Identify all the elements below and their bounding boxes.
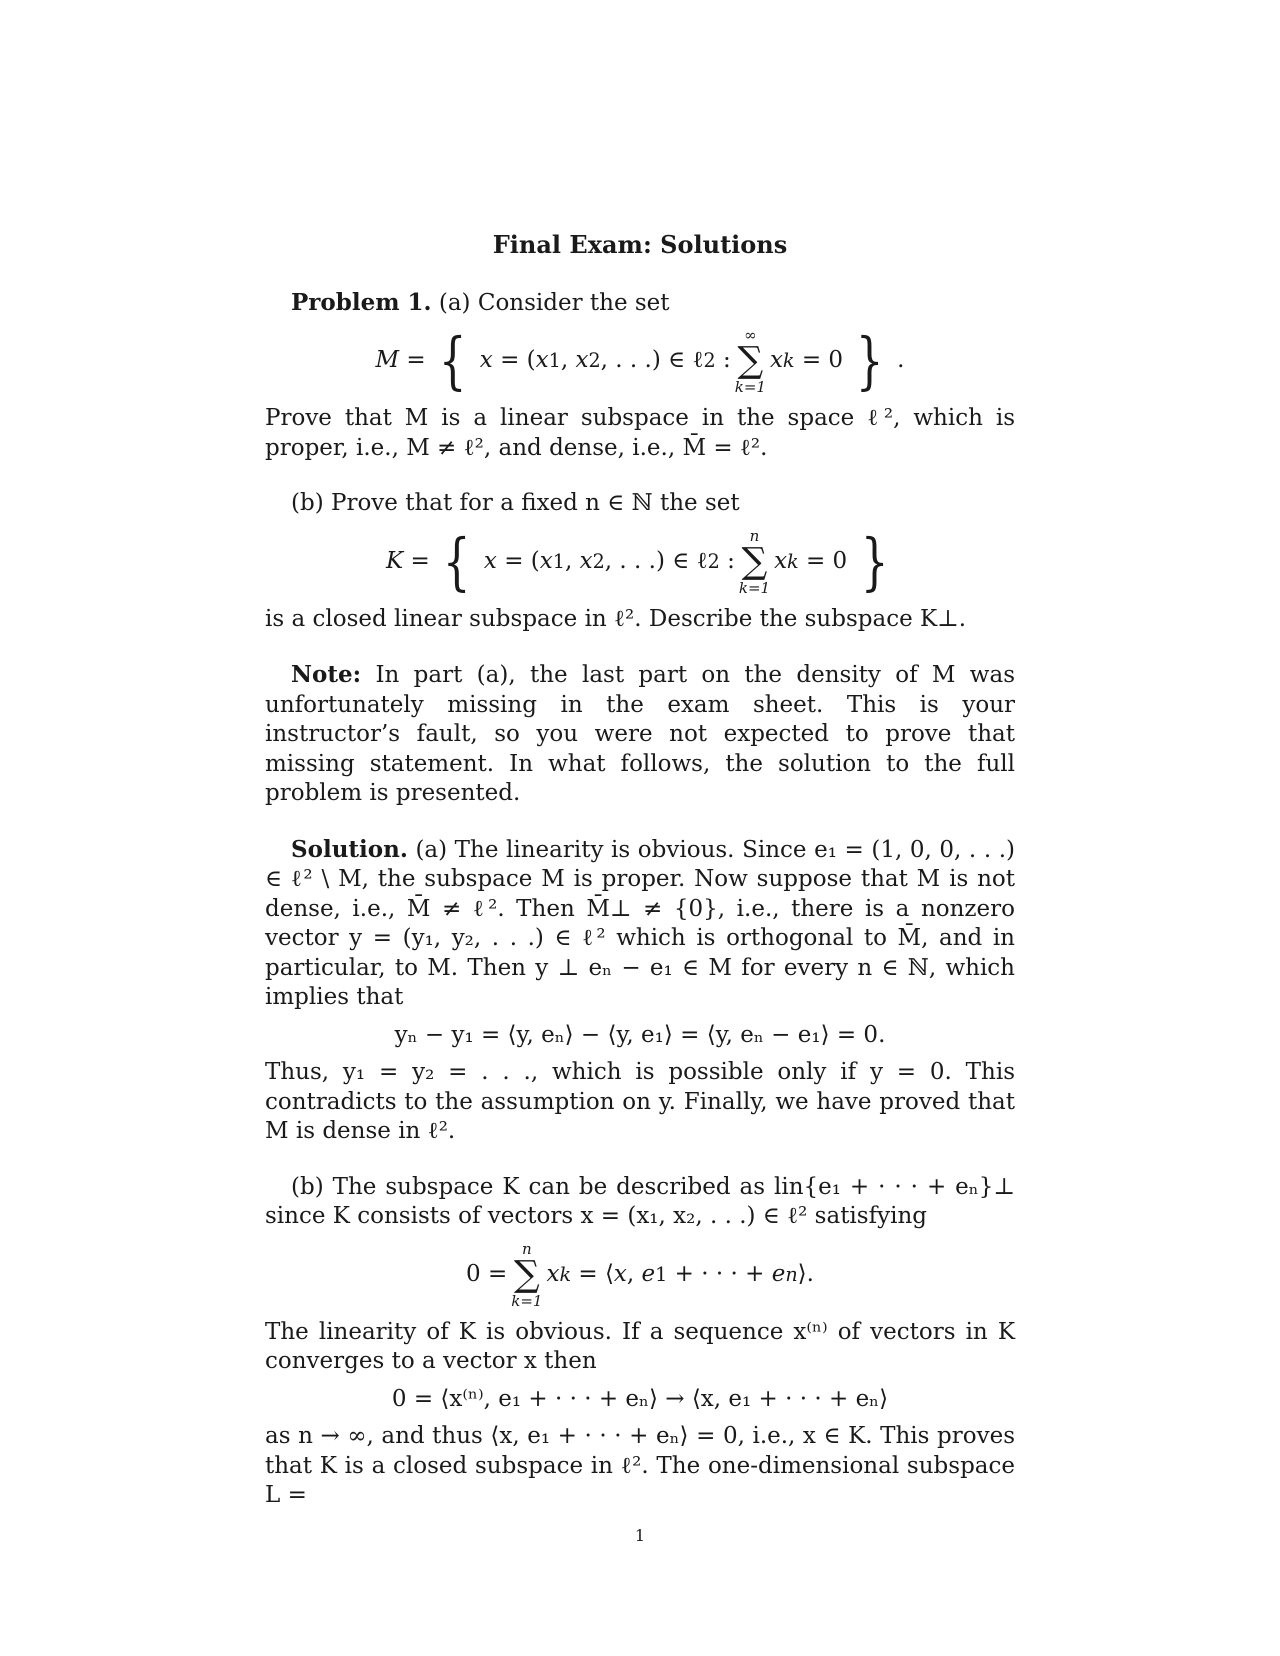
problem-a-text: Prove that M is a linear subspace in the space ℓ², which is proper, i.e., M ≠ ℓ², and dense, i.e., M̄ = ℓ².: [265, 405, 1015, 461]
set-m-definition: M = { x = ( x 1 , x 2 , . . .) ∈ ℓ 2 : ∞ ∑ k=1 x k = 0 } .: [375, 324, 905, 397]
equation-3: 0 = ⟨x⁽ⁿ⁾, e₁ + · · · + eₙ⟩ → ⟨x, e₁ + · · · + eₙ⟩: [391, 1385, 889, 1412]
page-number: 1: [634, 1525, 646, 1545]
solution-a-text: (a) The linearity is obvious. Since e₁ = (1, 0, 0, . . .) ∈ ℓ² \ M, the subspace M is proper. Now suppose that M is not dense, i.e., M̄ ≠ ℓ². Then M̄⊥ ≠ {0}, i.e., there is a nonzero vector y = (y₁, y₂, . . .) ∈ ℓ² which is orthogonal to M̄, and in particular, to M. Then y ⊥ eₙ − e₁ ∈ M for every n ∈ ℕ, which implies that: [265, 836, 1015, 1010]
set-k-definition: K = { x = ( x 1 , x 2 , . . .) ∈ ℓ 2 : n ∑ k=1 x k = 0 }: [386, 524, 889, 598]
problem-intro: [265, 288, 1015, 319]
equation-1: yₙ − y₁ = ⟨y, eₙ⟩ − ⟨y, e₁⟩ = ⟨y, eₙ − e₁⟩ = 0.: [394, 1021, 886, 1048]
note-label: Note:: [291, 661, 362, 688]
problem-intro-text: (a) Consider the set: [438, 289, 670, 316]
solution-a-paragraph: [265, 835, 1015, 1013]
k-sum-symbol: n ∑ k=1: [738, 526, 771, 597]
solution-b-text-2: The linearity of K is obvious. If a sequence x⁽ⁿ⁾ of vectors in K converges to a vector x then: [265, 1318, 1015, 1374]
solution-b-text-3: as n → ∞, and thus ⟨x, e₁ + · · · + eₙ⟩ = 0, i.e., x ∈ K. This proves that K is a closed subspace in ℓ². The one-dimensional subspace L =: [265, 1423, 1015, 1508]
note-text: In part (a), the last part on the density of M was unfortunately missing in the exam sheet. This is your instructor’s fault, so you were not expected to prove that missing statement. In what follows, the solution to the full problem is presented.: [265, 662, 1015, 806]
solution-b-text: (b) The subspace K can be described as lin{e₁ + · · · + eₙ}⊥ since K consists of vectors x = (x₁, x₂, . . .) ∈ ℓ² satisfying: [265, 1173, 1015, 1229]
note-paragraph: [265, 660, 1015, 809]
problem-label: Problem 1.: [291, 288, 432, 316]
page-title: Final Exam: Solutions: [492, 230, 788, 259]
problem-b-text: is a closed linear subspace in ℓ². Describe the subspace K⊥.: [265, 605, 967, 632]
problem-b-intro: (b) Prove that for a fixed n ∈ ℕ the set: [291, 490, 740, 516]
document-page: [265, 230, 1015, 1550]
solution-label: Solution.: [291, 835, 408, 863]
equation-2: 0 = n ∑ k=1 x k = ⟨ x , e 1 + · · · + e n ⟩.: [466, 1239, 814, 1310]
m-sum-symbol: ∞ ∑ k=1: [734, 326, 766, 396]
solution-a-conclusion: Thus, y₁ = y₂ = . . ., which is possible only if y = 0. This contradicts to the assumption on y. Finally, we have proved that M is dense in ℓ².: [265, 1059, 1015, 1144]
eq2-sum-symbol: n ∑ k=1: [511, 1239, 543, 1310]
